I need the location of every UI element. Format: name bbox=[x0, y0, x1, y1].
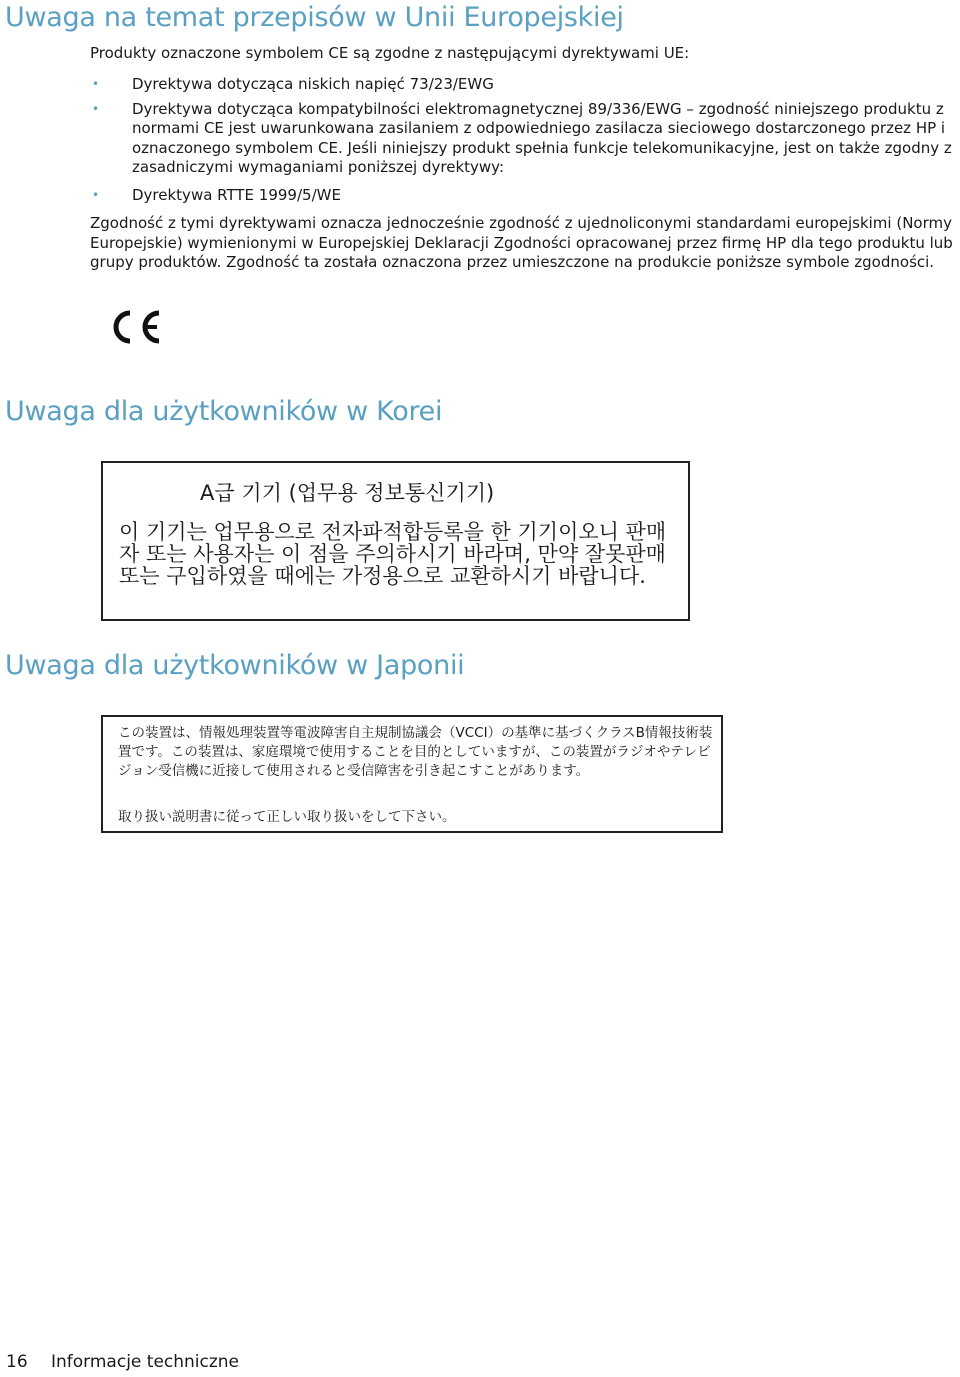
list-item bbox=[90, 75, 958, 95]
list-item bbox=[90, 100, 958, 178]
bullet-icon: • bbox=[92, 101, 100, 116]
japan-notice-box bbox=[101, 715, 723, 833]
directive-text: Dyrektywa RTTE 1999/5/WE bbox=[132, 185, 341, 204]
korea-notice-box bbox=[101, 461, 690, 621]
korea-notice-body: 이 기기는 업무용으로 전자파적합등록을 한 기기이오니 판매자 또는 사용자는 이 점을 주의하시기 바라며, 만약 잘못판매 또는 구입하였을 때에는 가정용으로 교환하시기 바랍니다. bbox=[119, 520, 667, 588]
eu-compliance-paragraph: Zgodność z tymi dyrektywami oznacza jednocześnie zgodność z ujednoliconymi standardami europejskimi (Normy Europejskie) wymienionymi w Europejskiej Deklaracji Zgodności opracowanej przez firmę HP dla tego produktu lub grupy produktów. Zgodność ta została oznaczona przez umieszczone na produkcie poniższe symbole zgodności. bbox=[90, 214, 953, 271]
korea-notice-title: A급 기기 (업무용 정보통신기기) bbox=[200, 481, 495, 505]
japan-notice-note: 取り扱い説明書に従って正しい取り扱いをして下さい。 bbox=[118, 809, 456, 825]
list-item bbox=[90, 186, 958, 206]
eu-directive-list bbox=[90, 75, 958, 210]
page-footer bbox=[6, 1352, 239, 1372]
directive-text: Dyrektywa dotycząca kompatybilności elektromagnetycznej 89/336/EWG – zgodność niniejszego produktu z normami CE jest uwarunkowana zasilaniem z odpowiedniego zasilacza sieciowego dostarczonego przez HP i oznaczonego symbolem CE. Jeśli niniejszy produkt spełnia funkcje telekomunikacyjne, jest on także zgodny z zasadniczymi wymaganiami poniższej dyrektywy: bbox=[132, 99, 952, 176]
ce-mark-logo bbox=[106, 306, 162, 348]
korea-heading: Uwaga dla użytkowników w Korei bbox=[5, 396, 443, 427]
page-number: 16 bbox=[6, 1352, 28, 1372]
eu-intro: Produkty oznaczone symbolem CE są zgodne z następującymi dyrektywami UE: bbox=[90, 44, 690, 62]
japan-heading: Uwaga dla użytkowników w Japonii bbox=[5, 650, 465, 681]
japan-notice-body: この装置は、情報処理装置等電波障害自主規制協議会（VCCI）の基準に基づくクラスB情報技術装置です。この装置は、家庭環境で使用することを目的としていますが、この装置がラジオやテレビジョン受信機に近接して使用されると受信障害を引き起こすことがあります。 bbox=[118, 725, 713, 779]
eu-heading: Uwaga na temat przepisów w Unii Europejskiej bbox=[5, 2, 624, 33]
bullet-icon: • bbox=[92, 187, 100, 202]
bullet-icon: • bbox=[92, 77, 100, 91]
footer-section-title: Informacje techniczne bbox=[51, 1352, 240, 1372]
directive-text: Dyrektywa dotycząca niskich napięć 73/23/EWG bbox=[132, 75, 494, 93]
